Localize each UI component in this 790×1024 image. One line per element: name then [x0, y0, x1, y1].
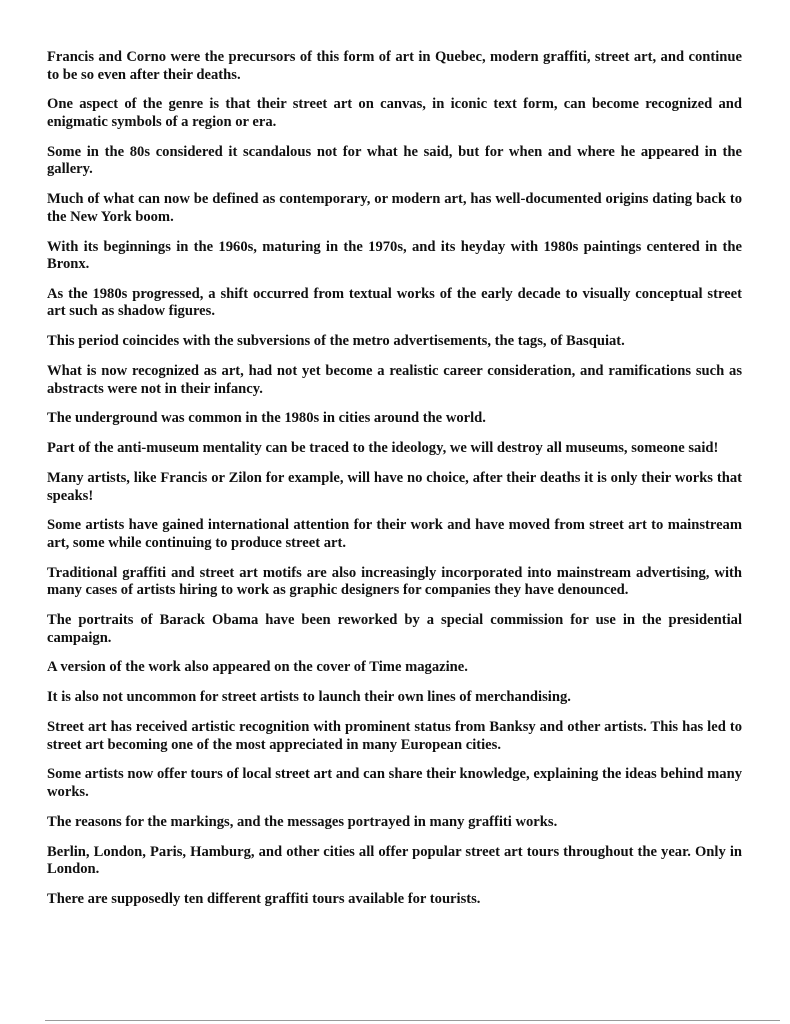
paragraph: What is now recognized as art, had not yet become a realistic career consideration, and ramifications such as abstracts were not in their infancy. — [47, 363, 742, 397]
paragraph: As the 1980s progressed, a shift occurred from textual works of the early decade to visually conceptual street art such as shadow figures. — [47, 285, 742, 320]
paragraph: Street art has received artistic recognition with prominent status from Banksy and other artists. This has led to street art becoming one of the most appreciated in many European cities. — [47, 719, 742, 753]
paragraph: Some artists have gained international attention for their work and have moved from street art to mainstream art, some while continuing to produce street art. — [47, 517, 742, 551]
paragraph: It is also not uncommon for street artists to launch their own lines of merchandising. — [47, 689, 571, 706]
paragraph: With its beginnings in the 1960s, maturing in the 1970s, and its heyday with 1980s paintings centered in the Bronx. — [47, 238, 742, 273]
paragraph: Many artists, like Francis or Zilon for example, will have no choice, after their deaths it is only their works that speaks! — [47, 469, 742, 504]
paragraph: A version of the work also appeared on the cover of Time magazine. — [47, 659, 468, 676]
paragraph: Traditional graffiti and street art motifs are also increasingly incorporated into mainstream advertising, with many cases of artists hiring to work as graphic designers for companies they have denounced. — [47, 564, 742, 599]
paragraph: The underground was common in the 1980s in cities around the world. — [47, 410, 486, 427]
bottom-rule — [45, 1020, 780, 1021]
paragraph: One aspect of the genre is that their street art on canvas, in iconic text form, can become recognized and enigmatic symbols of a region or era. — [47, 96, 742, 130]
paragraph: Part of the anti-museum mentality can be traced to the ideology, we will destroy all museums, someone said! — [47, 440, 719, 457]
paragraph: Much of what can now be defined as contemporary, or modern art, has well-documented origins dating back to the New York boom. — [47, 191, 742, 225]
paragraph: The portraits of Barack Obama have been reworked by a special commission for use in the presidential campaign. — [47, 612, 742, 646]
paragraph: This period coincides with the subversions of the metro advertisements, the tags, of Basquiat. — [47, 333, 625, 350]
paragraph: Some artists now offer tours of local street art and can share their knowledge, explaining the ideas behind many works. — [47, 766, 742, 800]
paragraph: Berlin, London, Paris, Hamburg, and other cities all offer popular street art tours throughout the year. Only in London. — [47, 843, 742, 878]
paragraph: Francis and Corno were the precursors of this form of art in Quebec, modern graffiti, street art, and continue to be so even after their deaths. — [47, 49, 742, 83]
paragraph: Some in the 80s considered it scandalous not for what he said, but for when and where he appeared in the gallery. — [47, 143, 742, 178]
document-body — [47, 49, 742, 921]
paragraph: The reasons for the markings, and the messages portrayed in many graffiti works. — [47, 813, 558, 830]
paragraph: There are supposedly ten different graffiti tours available for tourists. — [47, 890, 481, 907]
